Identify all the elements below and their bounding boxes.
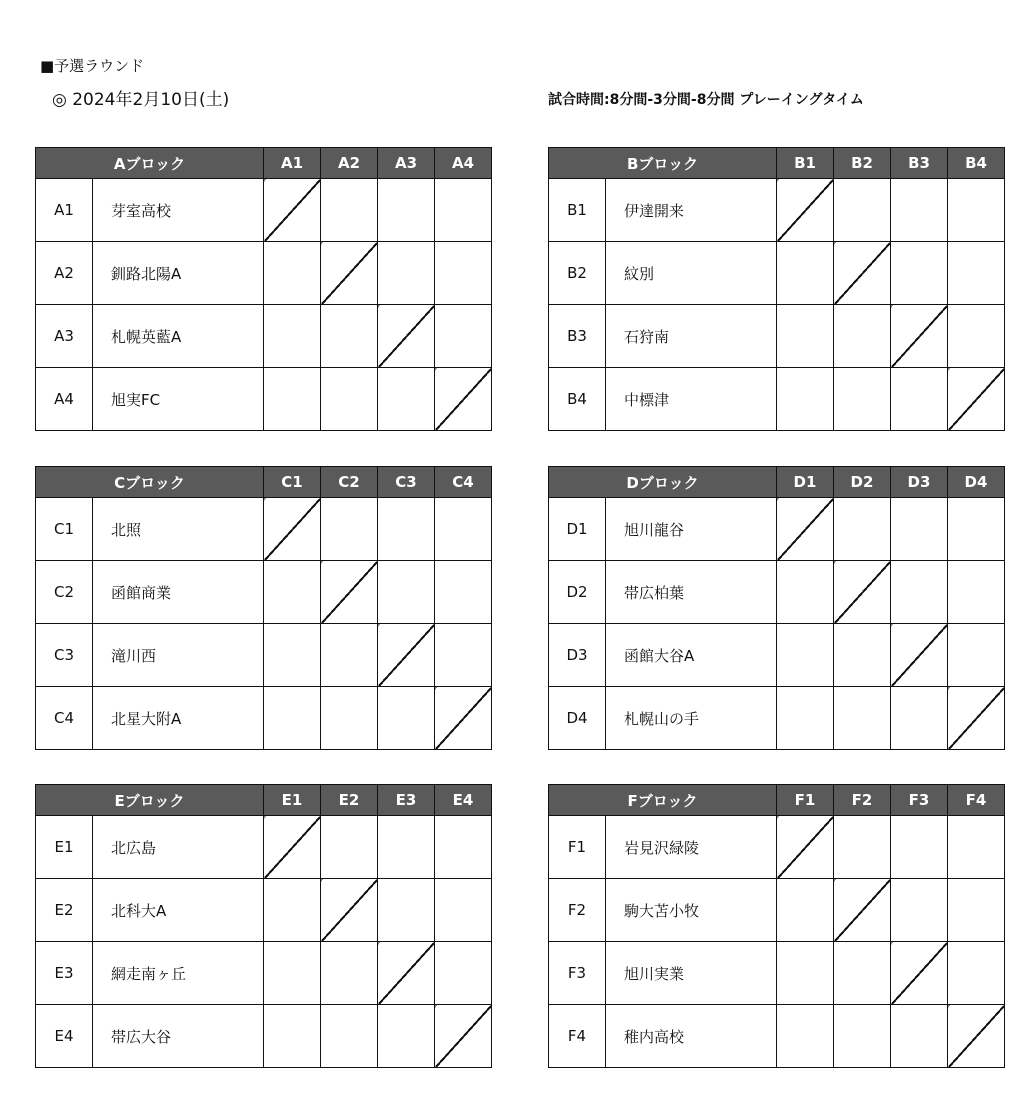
result-cell [948,879,1005,942]
team-row [549,1005,1005,1068]
result-cell [435,942,492,1005]
result-cell [321,687,378,750]
team-name: 北照 [93,498,264,561]
diagonal-cell [948,368,1005,431]
column-header: D4 [948,467,1005,498]
result-cell [777,624,834,687]
team-code: B3 [549,305,606,368]
result-cell [777,305,834,368]
column-header: C3 [378,467,435,498]
column-header: F1 [777,785,834,816]
diagonal-cell [834,561,891,624]
team-row [36,305,492,368]
result-cell [948,561,1005,624]
team-code: C3 [36,624,93,687]
block-title: Dブロック [549,467,777,498]
result-cell [321,816,378,879]
diagonal-cell [834,242,891,305]
block-table-b [548,147,1005,431]
team-code: A1 [36,179,93,242]
team-code: D1 [549,498,606,561]
team-row [549,368,1005,431]
diagonal-cell [378,624,435,687]
diagonal-cell [435,368,492,431]
team-code: B1 [549,179,606,242]
result-cell [834,368,891,431]
team-name: 札幌英藍A [93,305,264,368]
result-cell [435,498,492,561]
column-header: F2 [834,785,891,816]
team-code: A4 [36,368,93,431]
diagonal-cell [378,942,435,1005]
team-code: F4 [549,1005,606,1068]
team-code: E2 [36,879,93,942]
team-row [36,561,492,624]
result-cell [948,305,1005,368]
result-cell [435,179,492,242]
result-cell [834,179,891,242]
diagonal-cell [264,498,321,561]
column-header: E3 [378,785,435,816]
team-code: E4 [36,1005,93,1068]
result-cell [435,879,492,942]
team-name: 北科大A [93,879,264,942]
result-cell [834,305,891,368]
column-header: A1 [264,148,321,179]
result-cell [264,624,321,687]
block-header-row [549,785,1005,816]
result-cell [435,305,492,368]
column-header: F3 [891,785,948,816]
team-name: 釧路北陽A [93,242,264,305]
column-header: D2 [834,467,891,498]
result-cell [378,1005,435,1068]
result-cell [777,687,834,750]
diagonal-cell [891,942,948,1005]
block-title: Fブロック [549,785,777,816]
result-cell [948,242,1005,305]
column-header: B2 [834,148,891,179]
team-name: 帯広大谷 [93,1005,264,1068]
result-cell [264,942,321,1005]
team-row [549,305,1005,368]
column-header: A4 [435,148,492,179]
team-row [549,942,1005,1005]
team-row [549,561,1005,624]
team-row [36,687,492,750]
result-cell [264,687,321,750]
result-cell [321,305,378,368]
column-header: E1 [264,785,321,816]
team-row [36,624,492,687]
diagonal-cell [435,687,492,750]
team-name: 岩見沢緑陵 [606,816,777,879]
block-table-e [35,784,492,1068]
diagonal-cell [378,305,435,368]
team-name: 伊達開来 [606,179,777,242]
team-name: 駒大苫小牧 [606,879,777,942]
result-cell [321,624,378,687]
result-cell [435,561,492,624]
block-table-c [35,466,492,750]
team-name: 北星大附A [93,687,264,750]
column-header: C2 [321,467,378,498]
team-name: 北広島 [93,816,264,879]
block-title: Cブロック [36,467,264,498]
column-header: C4 [435,467,492,498]
result-cell [777,242,834,305]
team-code: C2 [36,561,93,624]
result-cell [264,1005,321,1068]
team-name: 旭川龍谷 [606,498,777,561]
team-row [36,942,492,1005]
column-header: F4 [948,785,1005,816]
result-cell [891,561,948,624]
diagonal-cell [435,1005,492,1068]
diagonal-cell [321,561,378,624]
team-row [549,242,1005,305]
team-code: F3 [549,942,606,1005]
result-cell [321,1005,378,1068]
column-header: B1 [777,148,834,179]
team-code: B2 [549,242,606,305]
diagonal-cell [777,816,834,879]
block-title: Aブロック [36,148,264,179]
team-row [36,879,492,942]
team-row [36,498,492,561]
diagonal-cell [891,305,948,368]
team-name: 石狩南 [606,305,777,368]
result-cell [891,687,948,750]
team-code: A3 [36,305,93,368]
result-cell [891,242,948,305]
diagonal-cell [891,624,948,687]
team-row [549,879,1005,942]
team-row [36,816,492,879]
result-cell [378,179,435,242]
result-cell [378,368,435,431]
team-code: B4 [549,368,606,431]
result-cell [378,498,435,561]
result-cell [891,498,948,561]
team-code: F2 [549,879,606,942]
diagonal-cell [264,816,321,879]
block-header-row [36,785,492,816]
result-cell [891,368,948,431]
diagonal-cell [321,242,378,305]
team-name: 紋別 [606,242,777,305]
result-cell [378,687,435,750]
page-title: ■予選ラウンド [40,57,145,75]
team-row [549,498,1005,561]
team-code: F1 [549,816,606,879]
team-row [549,179,1005,242]
result-cell [777,1005,834,1068]
result-cell [948,498,1005,561]
team-name: 函館大谷A [606,624,777,687]
diagonal-cell [834,879,891,942]
block-header-row [36,467,492,498]
match-time-rule: 試合時間:8分間-3分間-8分間 プレーイングタイム [548,92,864,108]
result-cell [321,498,378,561]
team-code: E3 [36,942,93,1005]
block-title: Bブロック [549,148,777,179]
result-cell [435,816,492,879]
diagonal-cell [264,179,321,242]
event-date: ◎ 2024年2月10日(土) [52,90,230,110]
diagonal-cell [777,498,834,561]
result-cell [264,561,321,624]
column-header: D3 [891,467,948,498]
team-row [36,242,492,305]
result-cell [321,942,378,1005]
result-cell [891,179,948,242]
team-row [549,624,1005,687]
column-header: E2 [321,785,378,816]
team-name: 札幌山の手 [606,687,777,750]
result-cell [777,879,834,942]
team-name: 滝川西 [93,624,264,687]
team-code: D4 [549,687,606,750]
column-header: E4 [435,785,492,816]
result-cell [378,879,435,942]
result-cell [435,242,492,305]
result-cell [948,942,1005,1005]
block-header-row [36,148,492,179]
result-cell [834,687,891,750]
team-code: C4 [36,687,93,750]
diagonal-cell [948,687,1005,750]
team-name: 稚内高校 [606,1005,777,1068]
block-table-a [35,147,492,431]
result-cell [264,242,321,305]
result-cell [834,1005,891,1068]
team-name: 函館商業 [93,561,264,624]
result-cell [321,368,378,431]
block-header-row [549,148,1005,179]
column-header: D1 [777,467,834,498]
result-cell [834,624,891,687]
team-code: C1 [36,498,93,561]
team-row [36,1005,492,1068]
column-header: A2 [321,148,378,179]
diagonal-cell [948,1005,1005,1068]
block-table-d [548,466,1005,750]
result-cell [378,561,435,624]
result-cell [891,1005,948,1068]
team-name: 中標津 [606,368,777,431]
team-code: D2 [549,561,606,624]
block-table-f [548,784,1005,1068]
team-code: A2 [36,242,93,305]
block-title: Eブロック [36,785,264,816]
diagonal-cell [321,879,378,942]
column-header: B3 [891,148,948,179]
column-header: A3 [378,148,435,179]
result-cell [435,624,492,687]
team-row [549,816,1005,879]
result-cell [777,368,834,431]
team-row [36,368,492,431]
team-name: 旭川実業 [606,942,777,1005]
diagonal-cell [777,179,834,242]
team-row [36,179,492,242]
result-cell [264,879,321,942]
result-cell [834,816,891,879]
team-name: 帯広柏葉 [606,561,777,624]
team-row [549,687,1005,750]
result-cell [777,942,834,1005]
team-code: D3 [549,624,606,687]
result-cell [948,624,1005,687]
block-header-row [549,467,1005,498]
result-cell [321,179,378,242]
result-cell [378,816,435,879]
result-cell [777,561,834,624]
result-cell [378,242,435,305]
result-cell [264,305,321,368]
column-header: B4 [948,148,1005,179]
team-name: 網走南ヶ丘 [93,942,264,1005]
team-name: 芽室高校 [93,179,264,242]
team-code: E1 [36,816,93,879]
column-header: C1 [264,467,321,498]
result-cell [948,179,1005,242]
result-cell [891,879,948,942]
team-name: 旭実FC [93,368,264,431]
result-cell [834,498,891,561]
result-cell [264,368,321,431]
result-cell [948,816,1005,879]
result-cell [834,942,891,1005]
result-cell [891,816,948,879]
